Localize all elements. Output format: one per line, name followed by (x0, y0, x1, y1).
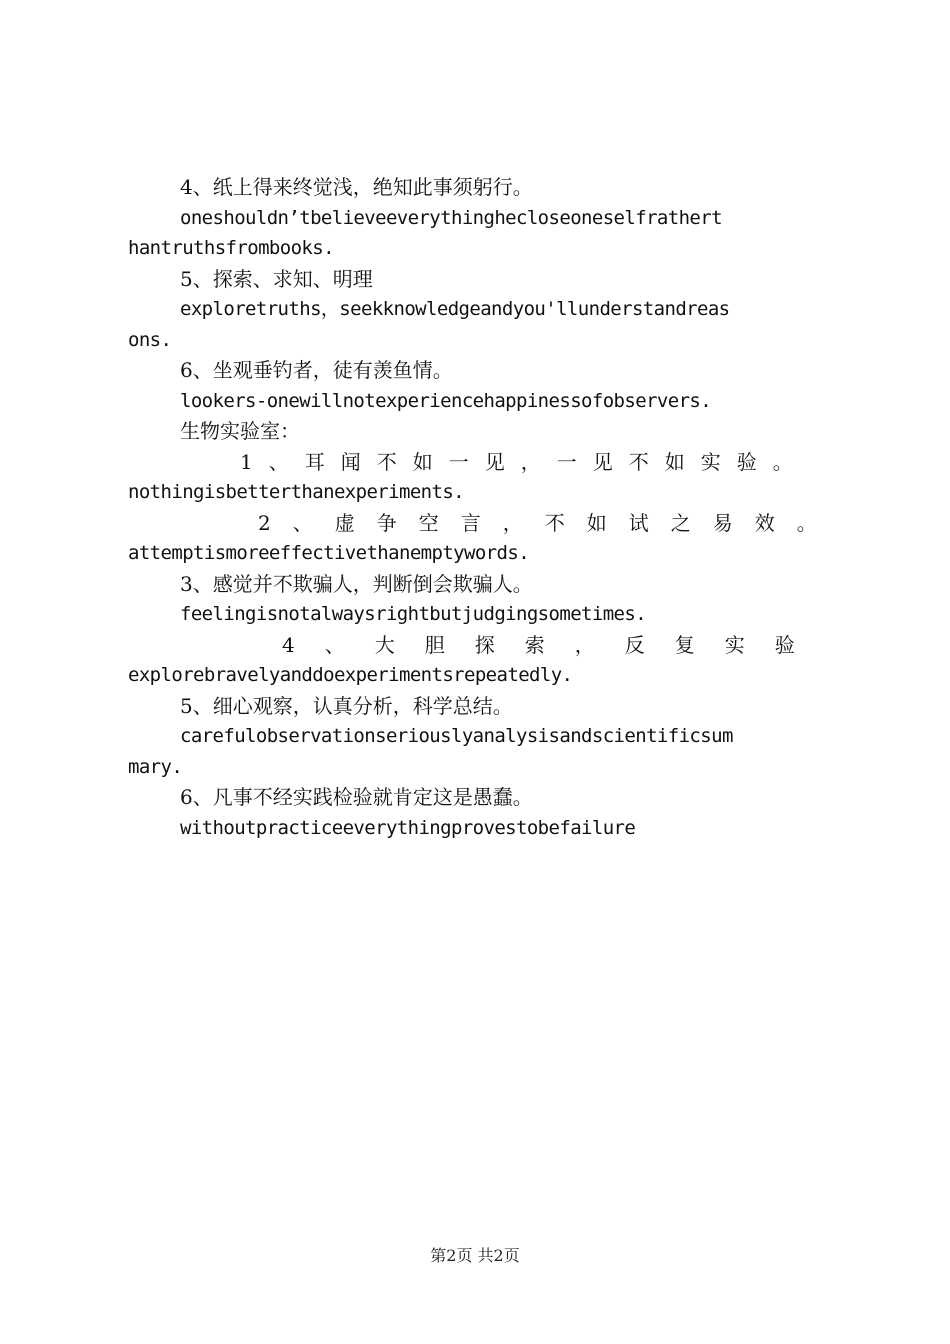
text-line: 5、细心观察，认真分析，科学总结。 (180, 693, 513, 718)
text-line: hantruthsfrombooks. (128, 237, 334, 259)
text-line: 4、大胆探索，反复实验 (282, 632, 825, 657)
text-line: explorebravelyanddoexperimentsrepeatedly. (128, 664, 573, 686)
text-line: 5、探索、求知、明理 (180, 266, 373, 291)
text-line: feelingisnotalwaysrightbutjudgingsometimes. (180, 603, 647, 625)
text-line: nothingisbetterthanexperiments. (128, 481, 465, 503)
text-line: lookers-onewillnotexperiencehappinessofobservers. (180, 389, 712, 412)
text-line: carefulobservationseriouslyanalysisandscientificsum (180, 725, 733, 747)
page-footer: 第2页 共2页 (430, 1246, 520, 1265)
text-line: 6、凡事不经实践检验就肯定这是愚蠢。 (180, 785, 533, 809)
document-body (128, 172, 848, 843)
text-line: oneshouldn’tbelieveeverythinghecloseoneselfrathert (180, 206, 722, 229)
text-line: 6、坐观垂钓者，徒有羡鱼情。 (180, 358, 453, 382)
text-line: attemptismoreeffectivethanemptywords. (128, 542, 530, 564)
text-line: ons. (128, 328, 172, 351)
text-line: 3、感觉并不欺骗人，判断倒会欺骗人。 (180, 571, 533, 596)
text-line: withoutpracticeeverythingprovestobefailure (180, 816, 636, 839)
text-line: 2、虚争空言，不如试之易效。 (258, 510, 839, 535)
section-heading: 生物实验室： (180, 419, 300, 443)
text-line: 1、耳闻不如一见，一见不如实验。 (240, 449, 809, 474)
text-line: mary. (128, 755, 183, 778)
text-line: 4、纸上得来终觉浅，绝知此事须躬行。 (180, 175, 533, 199)
text-line: exploretruths，seekknowledgeandyou'llunderstandreas (180, 298, 730, 320)
